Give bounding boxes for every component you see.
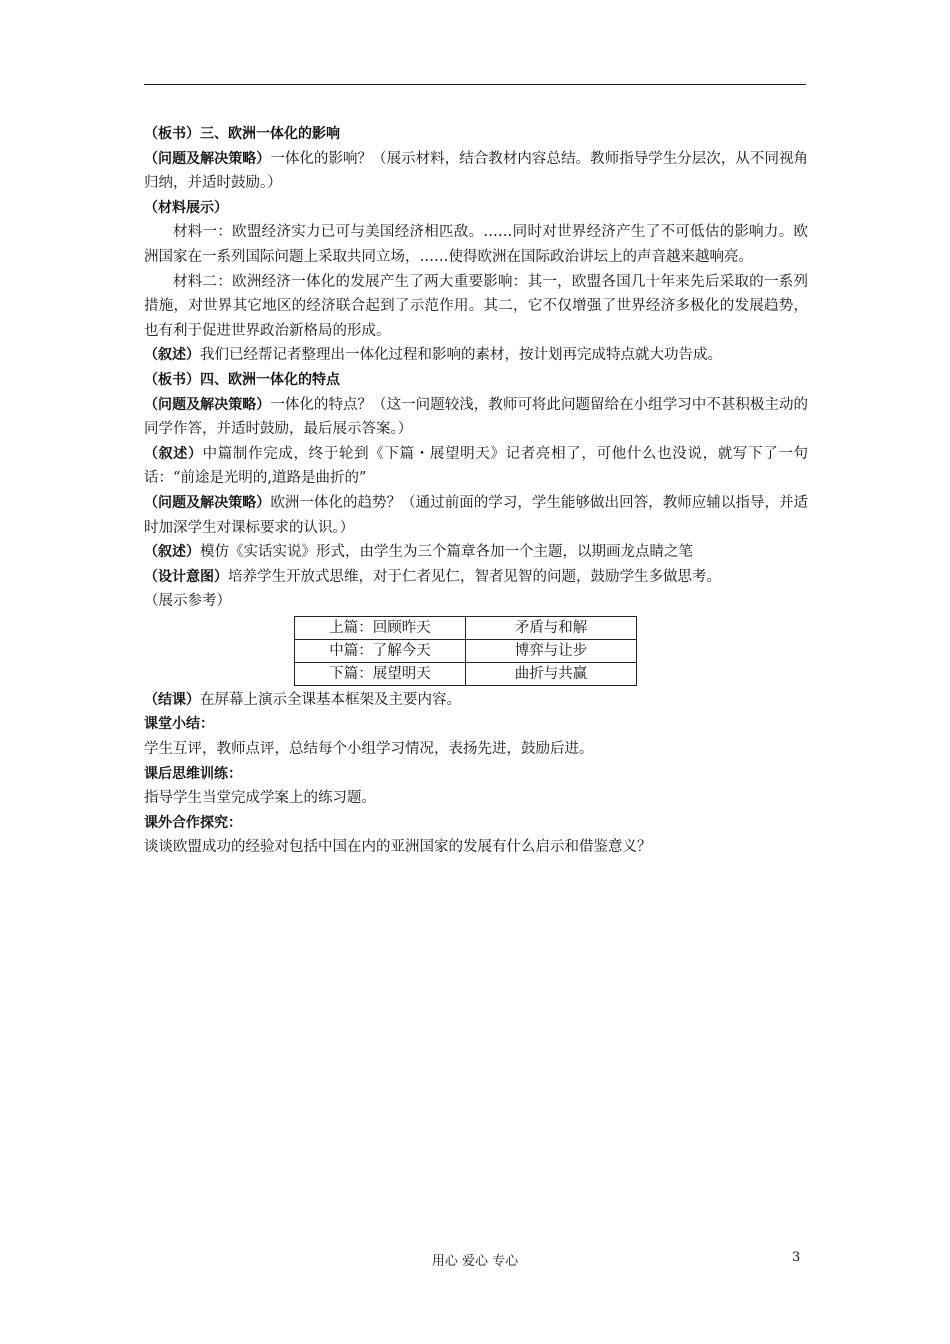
table-cell: 上篇：回顾昨天: [295, 616, 466, 639]
paragraph-text: 欧洲一体化的趋势？（通过前面的学习，学生能够做出回答，教师应辅以指导，并适时加深学生对课标要求的认识。）: [144, 494, 809, 536]
paragraph-material-1: [144, 220, 808, 269]
paragraph-narration-3: [144, 540, 808, 565]
paragraph-label: （问题及解决策略）: [144, 150, 271, 167]
table-row: [295, 662, 637, 685]
chapter-theme-table: [294, 616, 637, 686]
paragraph-text: 在屏幕上演示全课基本框架及主要内容。: [200, 691, 461, 708]
paragraph-closing: [144, 688, 808, 713]
paragraph-board-4: [144, 368, 808, 393]
table-cell: 下篇：展望明天: [295, 662, 466, 685]
paragraph-design-intent: [144, 565, 808, 590]
table-row: [295, 639, 637, 662]
paragraph-text: 一体化的特点？（这一问题较浅，教师可将此问题留给在小组学习中不甚积极主动的同学作答，并适时鼓励，最后展示答案。）: [144, 396, 809, 438]
section-heading: 课后思维训练：: [144, 765, 242, 782]
paragraph-label: （叙述）: [144, 445, 203, 462]
paragraph-narration-2: [144, 442, 808, 491]
paragraph-label: （问题及解决策略）: [144, 494, 271, 511]
paragraph-label: （设计意图）: [144, 568, 228, 585]
section-heading: 课堂小结：: [144, 716, 214, 733]
paragraph-text: 材料一：欧盟经济实力已可与美国经济相匹敌。……同时对世界经济产生了不可低估的影响力。欧洲国家在一系列国际问题上采取共同立场，……使得欧洲在国际政治讲坛上的声音越来越响亮。: [144, 224, 808, 265]
section-heading: 课外合作探究：: [144, 814, 242, 831]
section-class-summary: [144, 712, 808, 761]
section-text: 学生互评，教师点评，总结每个小组学习情况，表扬先进，鼓励后进。: [144, 741, 594, 758]
table-row: [295, 616, 637, 639]
paragraph-strategy-impact: [144, 147, 808, 196]
document-body: [144, 122, 808, 860]
paragraph-label: （问题及解决策略）: [144, 396, 271, 413]
paragraph-label: （叙述）: [144, 544, 200, 561]
section-text: 谈谈欧盟成功的经验对包括中国在内的亚洲国家的发展有什么启示和借鉴意义？: [144, 839, 652, 856]
paragraph-label: （材料展示）: [144, 199, 228, 216]
blocks: [144, 122, 808, 614]
paragraph-text: （展示参考）: [144, 593, 231, 610]
paragraph-label: （叙述）: [144, 347, 200, 364]
header-rule: [144, 84, 806, 85]
table-cell: 矛盾与和解: [466, 616, 637, 639]
table-cell: 博弈与让步: [466, 639, 637, 662]
paragraph-material-show: [144, 196, 808, 221]
section-thinking-training: [144, 762, 808, 811]
page-number: 3: [792, 1250, 801, 1265]
paragraph-text: 一体化的影响？（展示材料，结合教材内容总结。教师指导学生分层次，从不同视角归纳，并适时鼓励。）: [144, 150, 809, 192]
section-text: 指导学生当堂完成学案上的练习题。: [144, 790, 376, 807]
paragraph-label: （板书）三、欧洲一体化的影响: [144, 126, 340, 142]
paragraph-text: 中篇制作完成，终于轮到《下篇・展望明天》记者亮相了，可他什么也没说，就写下了一句话：“前途是光明的,道路是曲折的”: [144, 445, 809, 487]
table-cell: 中篇：了解今天: [295, 639, 466, 662]
paragraph-text: 模仿《实话实说》形式，由学生为三个篇章各加一个主题，以期画龙点睛之笔: [200, 544, 693, 561]
paragraph-text: 我们已经帮记者整理出一体化过程和影响的素材，按计划再完成特点就大功告成。: [200, 347, 722, 364]
section-cooperative-inquiry: [144, 811, 808, 860]
paragraph-text: 材料二：欧洲经济一体化的发展产生了两大重要影响：其一，欧盟各国几十年来先后采取的一系列措施，对世界其它地区的经济联合起到了示范作用。其二，它不仅增强了世界经济多极化的发展趋势，也有利于促进世界政治新格局的形成。: [144, 273, 808, 339]
paragraph-strategy-features: [144, 393, 808, 442]
footer-slogan: 用心 爱心 专心: [431, 1254, 519, 1269]
paragraph-label: （结课）: [144, 691, 200, 708]
paragraph-label: （板书）四、欧洲一体化的特点: [144, 371, 340, 388]
paragraph-strategy-trend: [144, 491, 808, 540]
paragraph-narration-1: [144, 343, 808, 368]
table-cell: 曲折与共赢: [466, 662, 637, 685]
paragraph-text: 培养学生开放式思维，对于仁者见仁，智者见智的问题，鼓励学生多做思考。: [228, 568, 721, 585]
paragraph-show-reference: [144, 589, 808, 614]
paragraph-material-2: [144, 270, 808, 344]
paragraph-board-3: [144, 122, 808, 147]
